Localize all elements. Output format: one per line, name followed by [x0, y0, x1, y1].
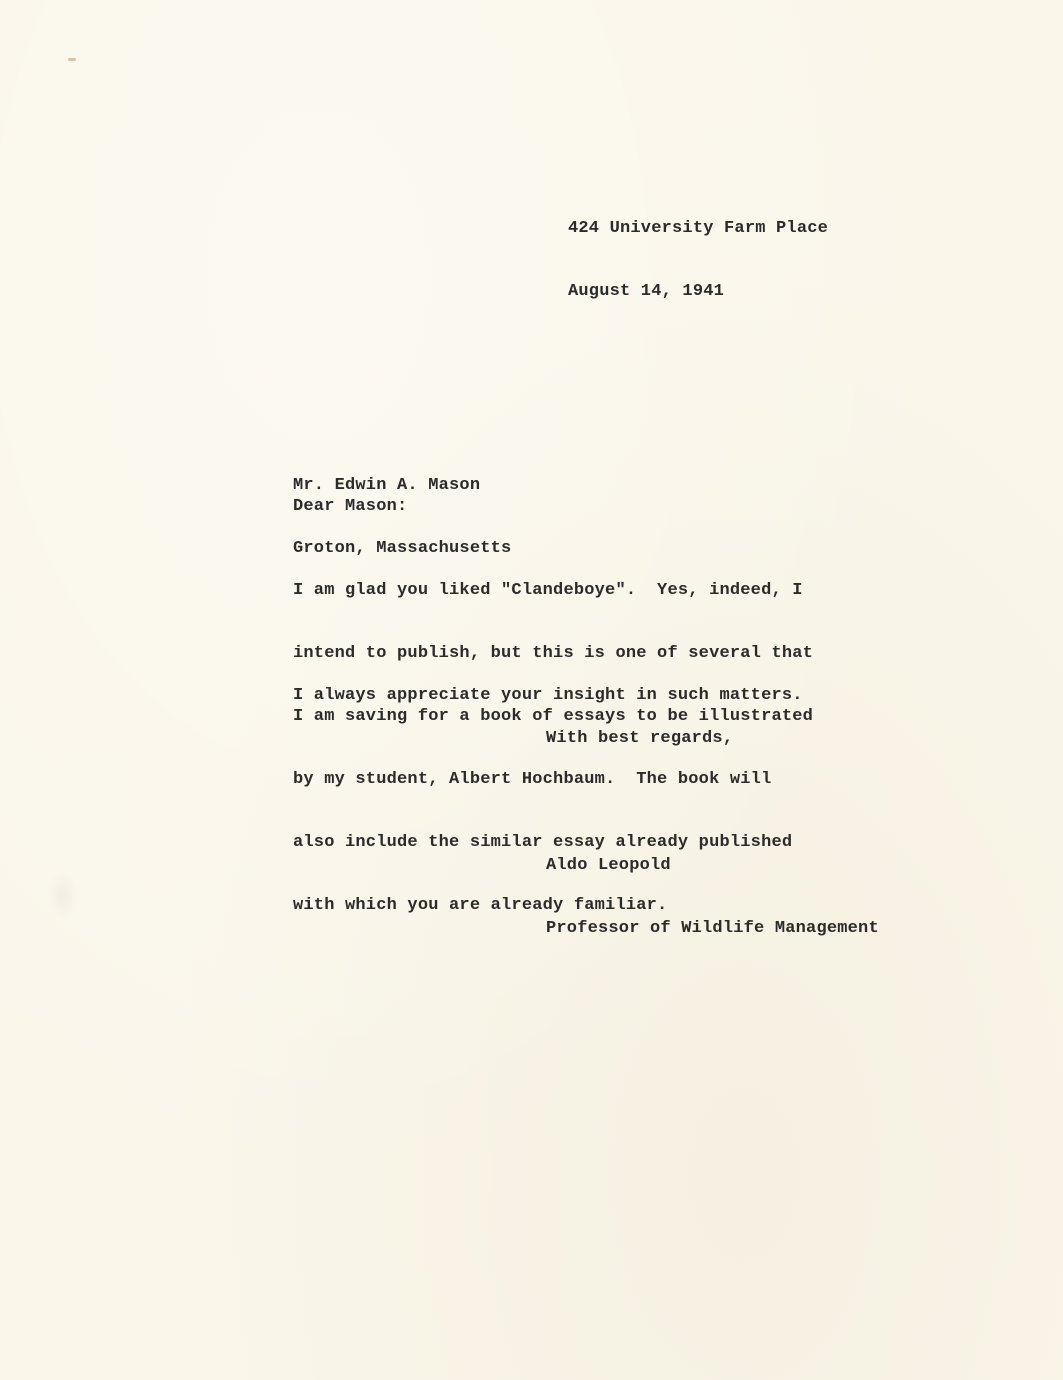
signature-name: Aldo Leopold [546, 856, 671, 875]
paper-mark [68, 58, 76, 61]
sender-address: 424 University Farm Place [568, 219, 829, 238]
sender-block [568, 176, 828, 344]
paper-stain [48, 870, 78, 920]
body-line: intend to publish, but this is one of several that [293, 644, 814, 663]
body-line: I am glad you liked "Clandeboye". Yes, indeed, I [293, 581, 803, 600]
signature-block [546, 813, 879, 981]
closing: With best regards, [546, 729, 734, 748]
letter-date: August 14, 1941 [568, 282, 725, 301]
signature-title: Professor of Wildlife Management [546, 919, 879, 938]
body-line: also include the similar essay already published [293, 833, 793, 852]
body-line: with which you are already familiar. [293, 896, 668, 915]
recipient-name: Mr. Edwin A. Mason [293, 476, 481, 495]
body-line: I am saving for a book of essays to be illustrated [293, 707, 814, 726]
salutation: Dear Mason: [293, 497, 408, 516]
recipient-location: Groton, Massachusetts [293, 539, 512, 558]
body-line: by my student, Albert Hochbaum. The book will [293, 770, 772, 789]
body-paragraph-2: I always appreciate your insight in such matters. [293, 686, 803, 705]
